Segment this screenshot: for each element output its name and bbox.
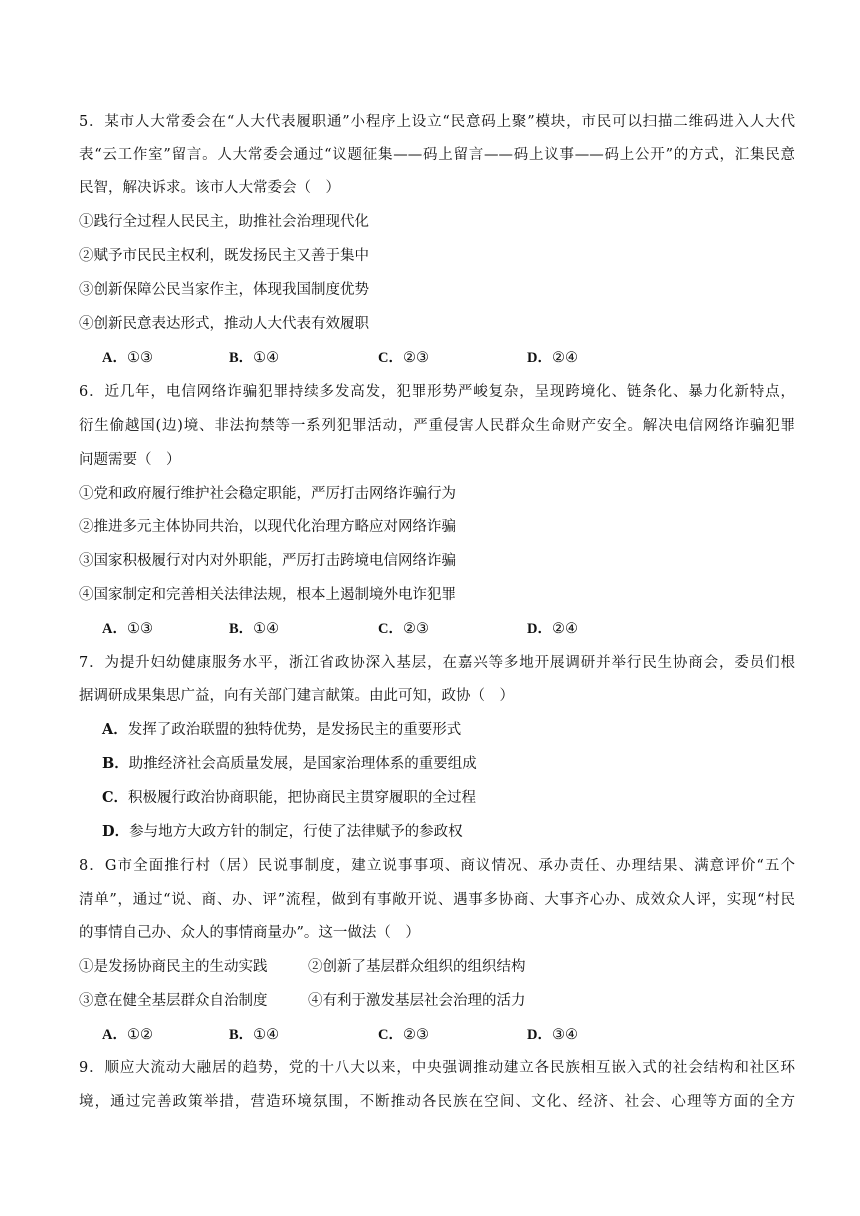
option-key: C． xyxy=(378,621,403,637)
option-key: D． xyxy=(527,1027,552,1043)
option-b[interactable] xyxy=(229,619,279,639)
statement-4: ④有利于激发基层社会治理的活力 xyxy=(308,993,526,1009)
option-key: C． xyxy=(378,1027,403,1043)
question-stem-line: 衍生偷越国(边)境、非法拘禁等一系列犯罪活动，严重侵害人民群众生命财产安全。解决电信网络诈骗犯罪 xyxy=(79,418,795,434)
option-text: 助推经济社会高质量发展，是国家治理体系的重要组成 xyxy=(128,756,477,772)
option-key: B． xyxy=(229,1027,254,1043)
option-key: D． xyxy=(527,621,552,637)
question-stem-line: 境，通过完善政策举措，营造环境氛围，不断推动各民族在空间、文化、经济、社会、心理等方面的全方 xyxy=(79,1094,795,1110)
statement-4: ④创新民意表达形式，推动人大代表有效履职 xyxy=(79,316,369,332)
option-text: ①③ xyxy=(126,621,153,637)
statement-1: ①践行全过程人民民主，助推社会治理现代化 xyxy=(79,214,369,230)
option-text: ②③ xyxy=(402,621,429,637)
question-stem-line: 表“云工作室”留言。人大常委会通过“议题征集——码上留言——码上议事——码上公开”的方式，汇集民意 xyxy=(79,147,795,163)
question-stem-line: 9．顺应大流动大融居的趋势，党的十八大以来，中央强调推动建立各民族相互嵌入式的社会结构和社区环 xyxy=(79,1060,795,1076)
option-a[interactable] xyxy=(102,348,153,368)
option-text: ①② xyxy=(126,1027,153,1043)
option-a[interactable] xyxy=(102,720,795,740)
statement-1: ①党和政府履行维护社会稳定职能，严厉打击网络诈骗行为 xyxy=(79,486,456,502)
question-stem-line: 6．近几年，电信网络诈骗犯罪持续多发高发，犯罪形势严峻复杂，呈现跨境化、链条化、暴力化新特点， xyxy=(79,384,795,400)
statement-2: ②创新了基层群众组织的组织结构 xyxy=(308,959,526,975)
question-stem-line: 的事情自己办、众人的事情商量办”。这一做法（ ） xyxy=(79,925,420,941)
question-stem-line: 民智，解决诉求。该市人大常委会（ ） xyxy=(79,180,340,196)
option-d[interactable] xyxy=(527,619,578,639)
option-a[interactable] xyxy=(102,1025,153,1045)
option-text: ①④ xyxy=(253,350,280,366)
option-key: D． xyxy=(527,350,552,366)
statement-1: ①是发扬协商民主的生动实践 xyxy=(79,959,268,975)
option-text: ②③ xyxy=(402,350,429,366)
option-text: 发挥了政治联盟的独特优势，是发扬民主的重要形式 xyxy=(127,722,462,738)
question-stem-line: 8．G市全面推行村（居）民说事制度，建立说事事项、商议情况、承办责任、办理结果、满意评价“五个 xyxy=(79,858,795,874)
option-key: C． xyxy=(102,789,129,806)
option-b[interactable] xyxy=(102,754,795,774)
option-text: 参与地方大政方针的制定，行使了法律赋予的参政权 xyxy=(129,824,463,840)
option-key: D． xyxy=(102,823,130,840)
option-a[interactable] xyxy=(102,619,153,639)
option-text: ①④ xyxy=(253,621,280,637)
option-text: 积极履行政治协商职能，把协商民主贯穿履职的全过程 xyxy=(128,790,477,806)
option-key: B． xyxy=(102,755,129,772)
statement-4: ④国家制定和完善相关法律法规，根本上遏制境外电诈犯罪 xyxy=(79,587,456,603)
statement-3: ③意在健全基层群众自治制度 xyxy=(79,993,268,1009)
question-stem-line: 5．某市人大常委会在“人大代表履职通”小程序上设立“民意码上聚”模块，市民可以扫描二维码进入人大代 xyxy=(79,114,795,130)
option-c[interactable] xyxy=(102,788,795,808)
statement-2: ②赋予市民民主权利，既发扬民主又善于集中 xyxy=(79,248,369,264)
option-key: A． xyxy=(102,350,127,366)
option-key: A． xyxy=(102,621,127,637)
option-c[interactable] xyxy=(378,619,429,639)
option-text: ①③ xyxy=(126,350,153,366)
option-text: ②④ xyxy=(551,621,578,637)
option-text: ③④ xyxy=(551,1027,578,1043)
option-text: ②③ xyxy=(402,1027,429,1043)
option-text: ②④ xyxy=(551,350,578,366)
statement-3: ③创新保障公民当家作主，体现我国制度优势 xyxy=(79,282,369,298)
option-key: A． xyxy=(102,721,128,738)
option-key: B． xyxy=(229,350,254,366)
question-stem-line: 据调研成果集思广益，向有关部门建言献策。由此可知，政协（ ） xyxy=(79,688,514,704)
option-key: A． xyxy=(102,1027,127,1043)
option-d[interactable] xyxy=(527,1025,578,1045)
question-stem-line: 问题需要（ ） xyxy=(79,452,181,468)
option-key: C． xyxy=(378,350,403,366)
option-c[interactable] xyxy=(378,348,429,368)
option-key: B． xyxy=(229,621,254,637)
option-text: ①④ xyxy=(253,1027,280,1043)
question-stem-line: 清单”，通过“说、商、办、评”流程，做到有事敞开说、遇事多协商、大事齐心办、成效众人评，实现“村民 xyxy=(79,892,795,908)
statement-2: ②推进多元主体协同共治，以现代化治理方略应对网络诈骗 xyxy=(79,519,456,535)
option-b[interactable] xyxy=(229,348,279,368)
statement-3: ③国家积极履行对内对外职能，严厉打击跨境电信网络诈骗 xyxy=(79,553,456,569)
option-d[interactable] xyxy=(527,348,578,368)
option-c[interactable] xyxy=(378,1025,429,1045)
question-stem-line: 7．为提升妇幼健康服务水平，浙江省政协深入基层，在嘉兴等多地开展调研并举行民生协商会，委员们根 xyxy=(79,655,795,671)
option-b[interactable] xyxy=(229,1025,279,1045)
option-d[interactable] xyxy=(102,822,795,842)
